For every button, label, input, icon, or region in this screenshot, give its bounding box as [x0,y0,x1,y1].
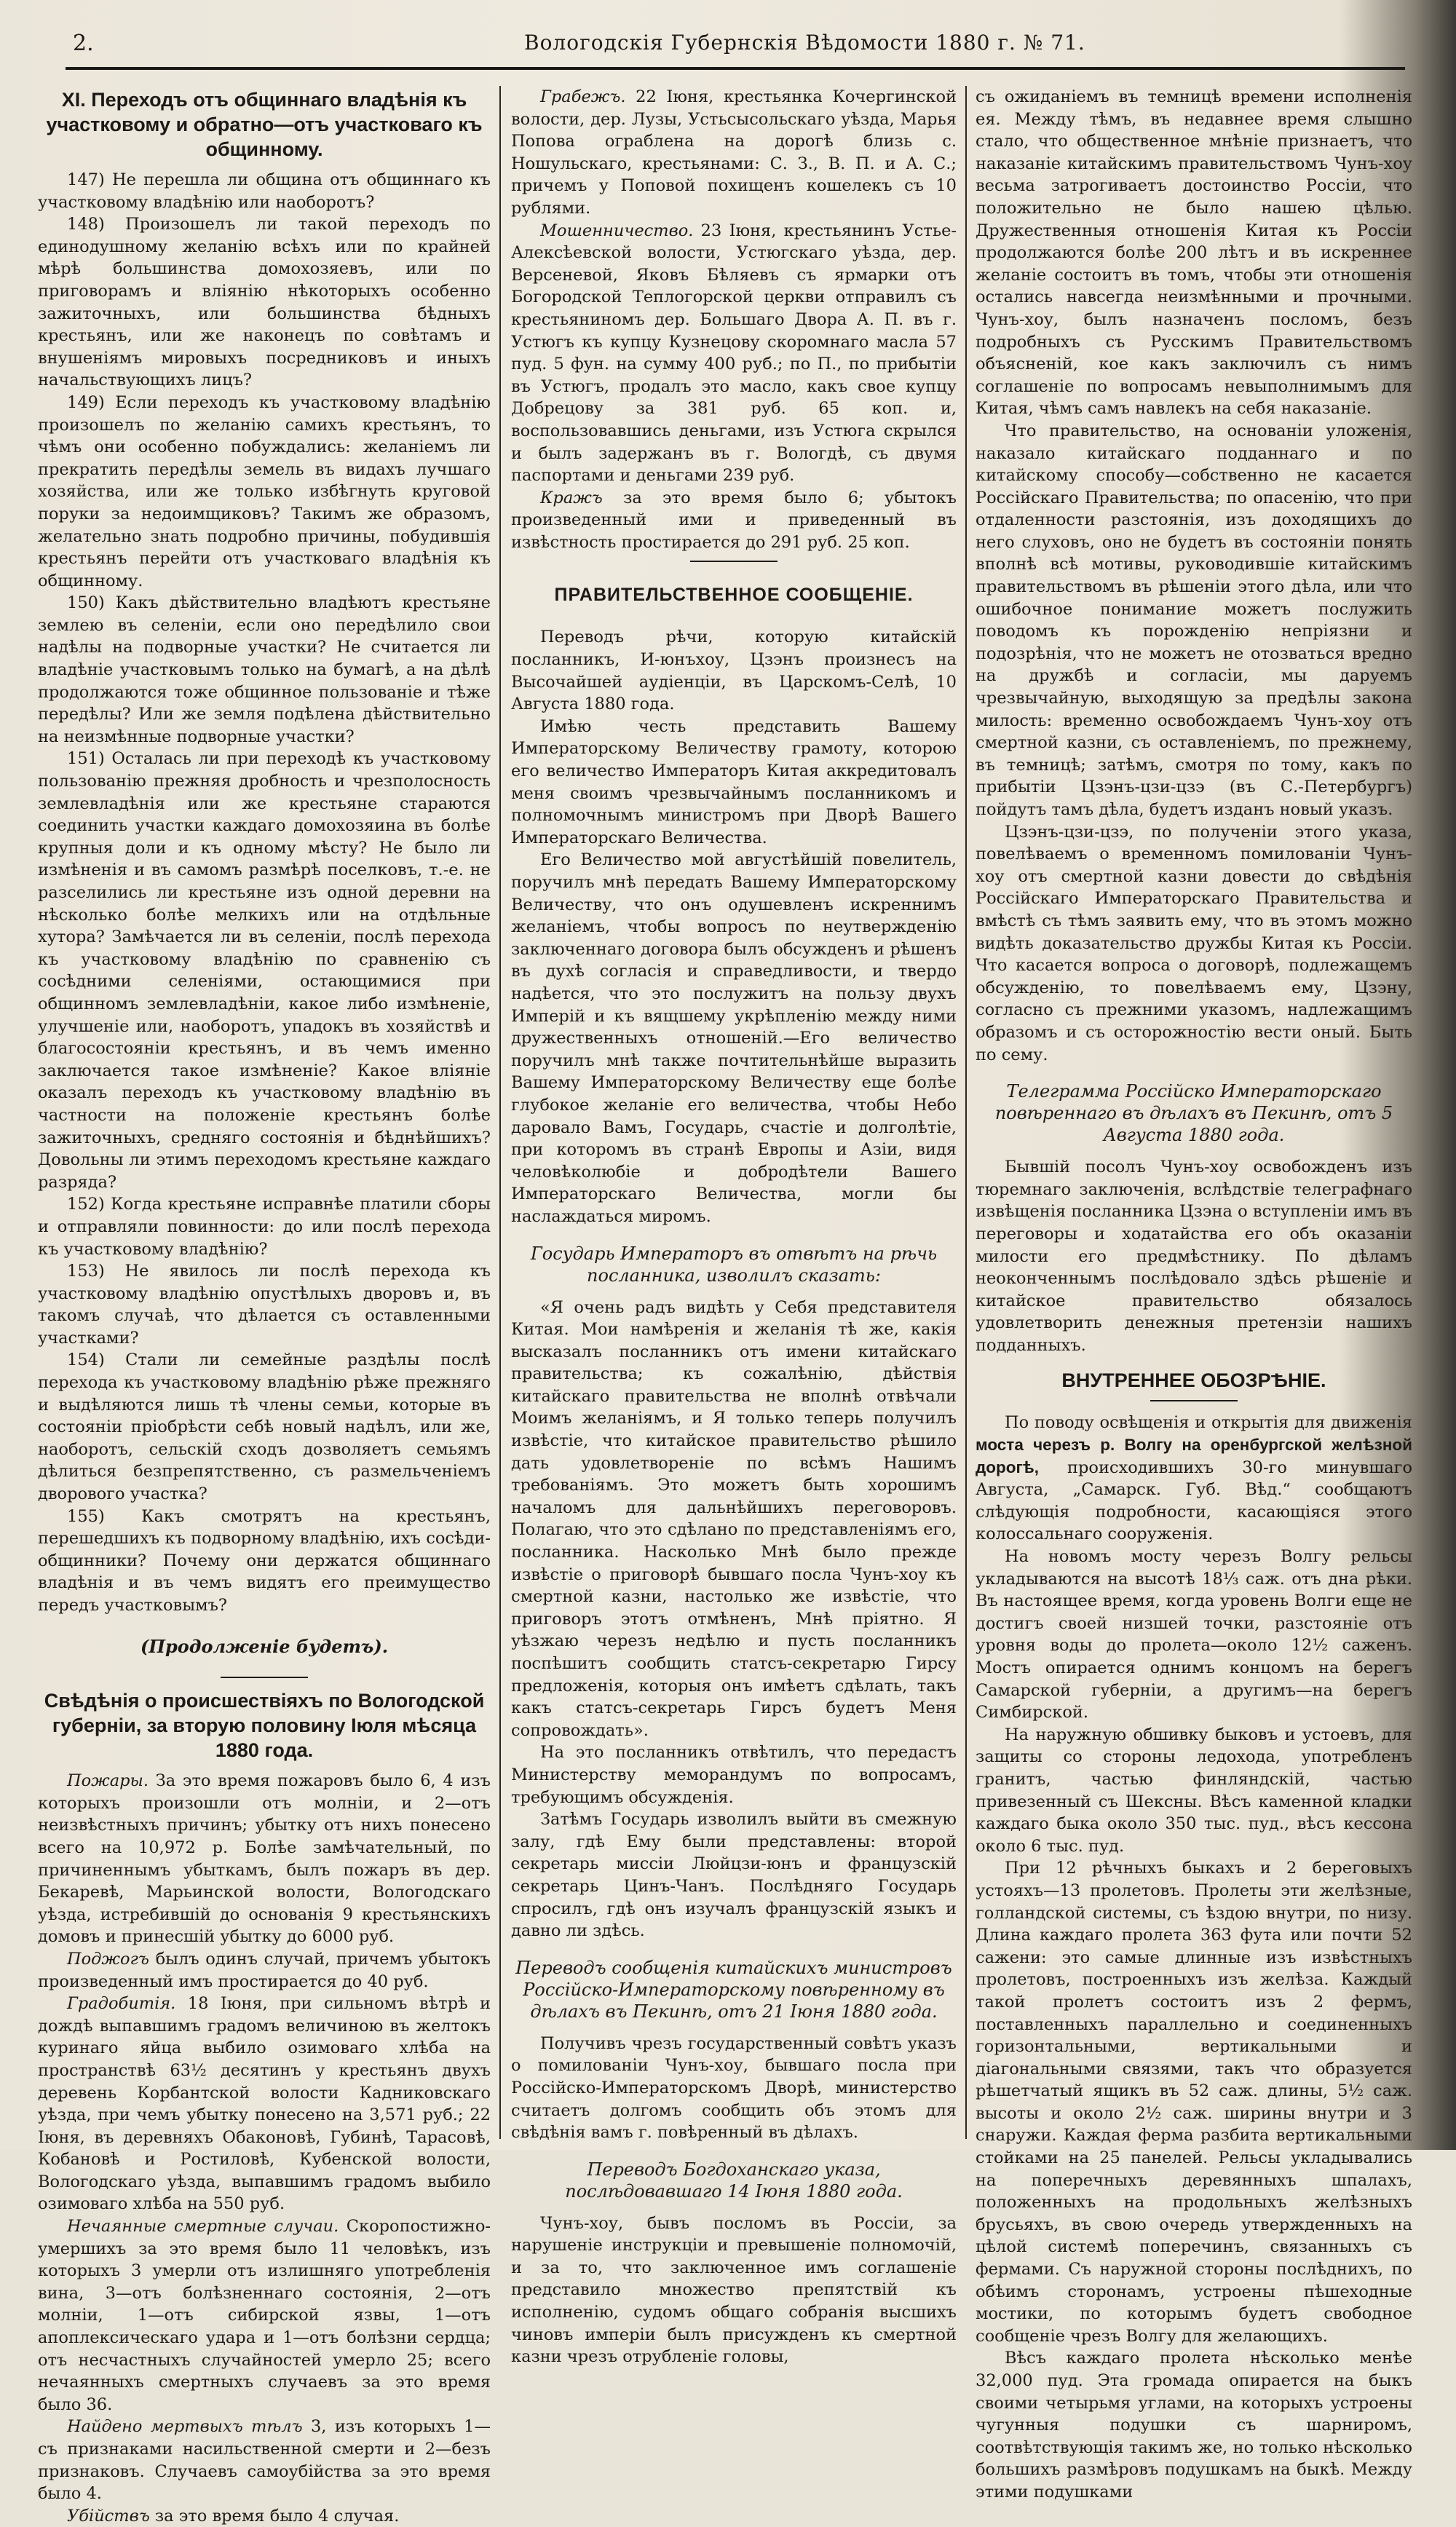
internal-lead: По поводу освѣщенія и открытія для движенія [1005,1413,1412,1433]
question-paragraph: 150) Какъ дѣйствительно владѣютъ крестьяне землею въ селеніи, если оно передѣлило свои надѣлы на подворные участки? Не считается ли владѣніе участковымъ только на бумагѣ, а на дѣлѣ продолжаются тоже общинное пользованіе и тѣже передѣлы? Или же земля подѣлена дѣйствительно на неизмѣнные подворные участки? [38,593,491,746]
emperor-reply-heading: Государь Императоръ въ отвѣтъ на рѣчь посланника, изволилъ сказать: [530,1243,938,1286]
reply-paragraph: Затѣмъ Государь изволилъ выйти въ смежную залу, гдѣ Ему были представлены: второй секретарь миссіи Люйцзи-юнъ и французскій секретарь Цинъ-Чанъ. Послѣдняго Государь спросилъ, гдѣ онъ изучалъ французскій языкъ и давно ли здѣсь. [511,1810,957,1941]
internal-paragraph: На новомъ мосту черезъ Волгу рельсы укладываются на высотѣ 18⅓ саж. отъ дна рѣки. Въ настоящее время, когда уровень Волги еще не достигъ своей низшей точки, разстояніе отъ уровня воды до пролета—около 12½ саженъ. Мостъ опирается однимъ концомъ на берегъ Самарской губерніи, а другимъ—на берегъ Симбирской. [976,1547,1412,1723]
column-divider [499,86,501,2139]
internal-paragraph: При 12 рѣчныхъ быкахъ и 2 береговыхъ устояхъ—13 пролетовъ. Пролеты эти желѣзные, голландской системы, съ ѣздою внутри, по низу. Длина каждаго пролета 363 фута или почти 52 сажени: это самые длинные изъ извѣстныхъ пролетовъ, построенныхъ изъ желѣза. Каждый такой пролетъ состоитъ изъ 2 фермъ, поставленныхъ параллельно и соединенныхъ горизонтальными, вертикальными и діагональными связями, такъ что образуется рѣшетчатый ящикъ въ 52 саж. длины, 5½ саж. высоты и около 2½ саж. ширины внутри и 3 снаружи. Каждая ферма разбита вертикальными стойками на 25 панелей. Рельсы укладывались на поперечныхъ деревянныхъ шпалахъ, положенныхъ на продольныхъ желѣзныхъ брусьяхъ, въ свою очередь утвержденныхъ на цѣлой системѣ поперечинъ, связанныхъ съ фермами. Съ наружной стороны послѣднихъ, по обѣимъ сторонамъ, устроены пѣшеходные мостики, по которымъ будетъ свободное сообщеніе чрезъ Волгу для желающихъ. [976,1859,1412,2346]
crime-paragraph [511,220,957,487]
crime-text: 22 Іюня, крестьянка Кочергинской волости, дер. Лузы, Устьсысольскаго уѣзда, Марья Попова ограблена на дорогѣ близь с. Ношульскаго, крестьянами: С. З., В. П. и А. С.; причемъ у Поповой похищенъ кошелекъ съ 10 рублями. [511,87,957,218]
incident-lead: Пожары. [67,1771,149,1791]
separator-rule [690,561,778,562]
internal-bold-subject: моста черезъ р. Волгу на оренбургской желѣзной дорогѣ, [976,1436,1412,1476]
decree-continuation: съ ожиданіемъ въ темницѣ времени исполненія ея. Между тѣмъ, въ недавнее время слышно стало, что общественное мнѣніе признаетъ, что наказаніе китайскимъ правительствомъ Чунъ-хоу весьма затрогиваетъ достоинство Россіи, что положительно не было нашею цѣлью. Дружественныя отношенія Китая къ Россіи продолжаются болѣе 200 лѣтъ и въ искреннее желаніе состоитъ въ томъ, чтобы эти отношенія остались навсегда неизмѣнными и прочными. Чунъ-хоу, былъ назначенъ посломъ, безъ подробныхъ съ Русскимъ Правительствомъ объясненій, кое какъ заключилъ съ нимъ соглашеніе по вопросамъ невыполнимымъ для Китая, чѣмъ самъ навлекъ на себя наказаніе. [976,87,1412,419]
crime-lead: Мошенничество. [540,221,694,240]
continued-note: (Продолженіе будетъ). [140,1635,389,1657]
decree-paragraph: Цзэнъ-цзи-цзэ, по полученіи этого указа, повелѣваемъ о временномъ помилованіи Чунъ-хоу отъ смертной казни довести до свѣдѣнія Россійскаго Императорскаго Правительства и вмѣстѣ съ тѣмъ заявить ему, что въ этомъ можно видѣть доказательство дружбы Китая къ Россіи. Что касается вопроса о договорѣ, подлежащемъ обсужденію, то повелѣваемъ ему, Цзэну, согласно съ прежними указомъ, надлежащимъ образомъ и съ осторожностію вести оный. Быть по сему. [976,822,1412,1064]
separator-rule [221,1677,308,1678]
internal-review-title: ВНУТРЕННЕЕ ОБОЗРѢНІЕ. [1061,1369,1326,1392]
question-paragraph: 154) Стали ли семейные раздѣлы послѣ перехода къ участковому владѣнію рѣже прежняго и выдѣляются лишь тѣ члены семьи, которые въ состояніи пріобрѣсти себѣ новый надѣлъ, или же, наоборотъ, сельскій сходъ дозволяетъ семьямъ дѣлиться безпрепятственно, съ размельченіемъ дворового участка? [38,1350,491,1504]
incident-paragraph [38,2505,491,2527]
incident-text: былъ одинъ случай, причемъ убытокъ произведенный имъ простирается до 40 руб. [38,1949,491,1991]
question-paragraph: 155) Какъ смотрятъ на крестьянъ, перешедшихъ къ подворному владѣнію, ихъ сосѣди-общинники? Почему они держатся общиннаго владѣнія и въ чемъ видятъ его преимущество передъ участковымъ? [38,1506,491,1615]
crime-text: за это время было 6; убытокъ произведенный ими и приведенный въ извѣстность простирается до 291 руб. 25 коп. [511,488,957,552]
header-rule [66,67,1405,70]
crime-lead: Кражъ [540,488,603,507]
incident-paragraph [38,2416,491,2504]
decree-paragraph: Чунъ-хоу, бывъ посломъ въ Россіи, за нарушеніе инструкціи и превышеніе полномочій, и за то, что заключенное имъ соглашеніе представило множество препятствій къ исполненію, судомъ общаго собранія высшихъ чиновъ имперіи былъ присужденъ къ смертной казни чрезъ отрубленіе головы, [511,2213,957,2367]
crime-lead: Грабежъ. [540,87,626,106]
question-paragraph: 147) Не перешла ли община отъ общиннаго къ участковому владѣнію или наоборотъ? [38,170,491,212]
masthead-title: Вологодскія Губернскія Вѣдомости 1880 г. № 71. [524,31,1085,55]
incident-text: За это время пожаровъ было 6, 4 изъ которыхъ произошли отъ молніи, и 2—отъ неизвѣстныхъ причинъ; убытку отъ нихъ понесено всего на 10,972 р. Болѣе замѣчательный, по причиненнымъ убыткамъ, былъ пожаръ въ дер. Бекаревѣ, Марьинской волости, Вологодскаго уѣзда, истребившій до основанія 9 крестьянскихъ домовъ и принесшій убытку до 6000 руб. [38,1771,491,1947]
government-communication-title: ПРАВИТЕЛЬСТВЕННОЕ СООБЩЕНІЕ. [554,585,914,606]
page-number: 2. [73,31,94,56]
column-1 [38,86,491,2526]
column-2 [511,86,957,2367]
incident-lead: Убійствъ [67,2506,150,2526]
incident-lead: Найдено мертвыхъ тѣлъ [67,2417,303,2437]
internal-lead-paragraph [976,1412,1412,1546]
question-paragraph: 151) Осталась ли при переходѣ къ участковому пользованію прежняя дробность и чрезполосность землевладѣнія или же крестьяне стараются соединить участки каждаго домохозяина въ болѣе крупныя доли и къ одному мѣсту? Не было ли измѣненія и въ самомъ размѣрѣ поселковъ, т.-е. не разселились ли крестьяне изъ одной деревни на нѣсколько болѣе мелкихъ или на отдѣльные хутора? Замѣчается ли въ селеніи, послѣ перехода къ участковому владѣнію по сравненію съ сосѣдними селеніями, остающимися при общинномъ землевладѣніи, какое либо измѣненіе, улучшеніе или, наоборотъ, упадокъ въ хозяйствѣ и благосостояніи крестьянъ, и въ чемъ именно заключается такое измѣненіе? Какое вліяніе оказалъ переходъ къ участковому владѣнію въ частности на положеніе крестьянъ болѣе зажиточныхъ, средняго состоянія и бѣднѣйшихъ? Довольны ли этимъ переходомъ крестьяне каждаго разряда? [38,749,491,1192]
question-paragraph: 152) Когда крестьяне исправнѣе платили сборы и отправляли повинности: до или послѣ перехода къ участковому владѣнію? [38,1195,491,1259]
incident-lead: Поджогъ [67,1949,149,1969]
crime-paragraph [511,86,957,220]
incident-text: 3, изъ которыхъ 1—съ признаками насильственной смерти и 2—безъ признаковъ. Случаевъ самоубійства за это время было 4. [38,2417,491,2504]
incident-text: Скоропостижно-умершихъ за это время было 11 человѣкъ, изъ которыхъ 3 умерли отъ излишняго употребленія вина, 3—отъ болѣзненнаго состоянія, 2—отъ молніи, 1—отъ сибирской язвы, 1—отъ апоплексическаго удара и 1—отъ болѣзни сердца; отъ несчастныхъ случайностей умерло 25; всего нечаянныхъ смертныхъ случаевъ за это время было 36. [38,2217,491,2414]
decree-paragraph: Что правительство, на основаніи уложенія, наказало китайскаго подданнаго и по китайскому способу—собственно не касается Россійскаго Правительства; по опасенію, что при отдаленности разстоянія, изъ доходящихъ до него слуховъ, оно не будетъ въ состояніи понять вполнѣ всѣ мотивы, руководившіе китайскимъ правительствомъ въ рѣшеніи этого дѣла, или что ошибочное понимание можетъ послужить поводомъ къ порожденію непріязни и подозрѣнія, что не можетъ не отозваться вредно на дружбѣ и согласіи, мы даруемъ чрезвычайную, выходящую за предѣлы закона милость: временно освобождаемъ Чунъ-хоу отъ смертной казни, съ оставленіемъ, по прежнему, въ темницѣ; затѣмъ, смотря по тому, какъ по прибытіи Цзэнъ-цзи-цзэ (въ С.-Петербургъ) пойдутъ тамъ дѣла, будетъ изданъ новый указъ. [976,421,1412,819]
speech-intro: Переводъ рѣчи, которую китайскій посланникъ, И-юнъхоу, Цзэнъ произнесъ на Высочайшей аудіенціи, въ Царскомъ-Селѣ, 10 Августа 1880 года. [511,628,957,714]
incident-text: за это время было 4 случая. [149,2506,400,2526]
incidents-title: Свѣдѣнія о происшествіяхъ по Вологодской губерніи, за вторую половину Іюля мѣсяца 1880 года. [44,1690,485,1762]
incident-paragraph [38,1948,491,1993]
internal-paragraph: На наружную обшивку быковъ и устоевъ, для защиты со стороны ледохода, употребленъ гранитъ, частью финляндскій, частью привезенный съ Шексны. Вѣсъ каменной кладки каждаго быка около 350 тыс. пуд., вѣсъ кессона около 6 тыс. пуд. [976,1725,1412,1856]
ministers-heading: Переводъ сообщенія китайскихъ министровъ Россійско-Императорскому повѣренному въ дѣлахъ въ Пекинѣ, отъ 21 Іюня 1880 года. [515,1957,952,2022]
ministers-paragraph: Получивъ чрезъ государственный совѣтъ указъ о помилованіи Чунъ-хоу, бывшаго посла при Россійско-Императорскомъ Дворѣ, министерство считаетъ долгомъ сообщить объ этомъ для свѣдѣнія вамъ г. повѣренный въ дѣлахъ. [511,2033,957,2143]
crime-paragraph [511,487,957,554]
question-paragraph: 153) Не явилось ли послѣ перехода къ участковому владѣнію опустѣлыхъ дворовъ и, въ такомъ случаѣ, что дѣлается съ оставленными участками? [38,1262,491,1348]
telegram-paragraph: Бывшій посолъ Чунъ-хоу освобожденъ изъ тюремнаго заключенія, вслѣдствіе телеграфнаго извѣщенія посланника Цзэна о вступленіи имъ въ переговоры и ходатайства его объ оказаніи милости его предмѣстнику. По дѣламъ неоконченнымъ послѣдовало здѣсь рѣшеніе и китайское правительство обязалось удовлетворить денежныя претензіи нашихъ подданныхъ. [976,1158,1412,1355]
decree-heading: Переводъ Богдоханскаго указа, послѣдовавшаго 14 Іюня 1880 года. [565,2159,903,2202]
incident-lead: Градобитія. [67,1994,176,2014]
column-divider [965,86,967,2139]
internal-text: происходившихъ 30-го минувшаго Августа, „Самарск. Губ. Вѣд.“ сообщаютъ слѣдующія подробности, касающіяся этого колоссальнаго сооруженія. [976,1458,1413,1544]
incident-paragraph [38,1993,491,2215]
incident-text: 18 Іюня, при сильномъ вѣтрѣ и дождѣ выпавшимъ градомъ величиною въ желтокъ куринаго яйца выбило озимоваго хлѣба на пространствѣ 63½ десятинъ у крестьянъ двухъ деревень Корбантской волости Кадниковскаго уѣзда, при чемъ убытку понесено на 3,571 руб.; 22 Іюня, въ деревняхъ Обаконовѣ, Губинѣ, Тарасовѣ, Кобановѣ и Ростиловѣ, Кубенской волости, Вологодскаго уѣзда, выпавшимъ градомъ выбило озимоваго хлѣба на 550 руб. [38,1994,491,2214]
incident-paragraph [38,2215,491,2416]
question-paragraph: 148) Произошелъ ли такой переходъ по единодушному желанію всѣхъ или по крайней мѣрѣ большинства домохозяевъ, или по приговорамъ и вліянію нѣкоторыхъ особенно зажиточныхъ, или большинства бѣдныхъ крестьянъ, или же наконецъ по совѣтамъ и внушеніямъ мировыхъ посредниковъ и иныхъ начальствующихъ лицъ? [38,215,491,390]
separator-rule [1150,1400,1238,1401]
speech-paragraph: Его Величество мой августѣйшій повелитель, поручилъ мнѣ передать Вашему Императорскому Величеству, что онъ одушевленъ искреннимъ желаніемъ, чтобы вопросъ по неутвержденію заключеннаго договора былъ обсужденъ и рѣшенъ въ духѣ согласія и справедливости, и твердо надѣется, что это послужитъ на пользу двухъ Имперій и къ вящшему укрѣпленію между ними дружественныхъ отношеній.—Его величество поручилъ мнѣ также почтительнѣйше выразить Вашему Императорскому Величеству еще болѣе глубокое желаніе его величества, чтобы Небо даровало Вамъ, Государь, счастіе и долголѣтіе, при которомъ въ странѣ Европы и Азіи, видя человѣколюбіе и добродѣтели Вашего Императорскаго Величества, могли бы наслаждаться миромъ. [511,850,957,1226]
internal-paragraph: Вѣсъ каждаго пролета нѣсколько менѣе 32,000 пуд. Эта громада опирается на быкъ своими четырьмя углами, на которыхъ устроены чугунныя подушки съ шарниромъ, соотвѣтствующія такимъ же, но только нѣсколько большихъ размѣровъ подушкамъ на быкѣ. Между этими подушками [976,2349,1412,2502]
incident-lead: Нечаянные смертные случаи. [67,2217,339,2237]
speech-paragraph: Имѣю честь представить Вашему Императорскому Величеству грамоту, которою его величество Императоръ Китая аккредитовалъ меня своимъ чрезвычайнымъ посланникомъ и полномочнымъ министромъ при Дворѣ Вашего Императорскаго Величества. [511,716,957,847]
reply-paragraph: «Я очень радъ видѣть у Себя представителя Китая. Мои намѣренія и желанія тѣ же, какія высказалъ посланникъ отъ имени китайскаго правительства; къ сожалѣнію, дѣйствія китайскаго правительства не вполнѣ отвѣчали Моимъ желаніямъ, и Я только теперь получилъ извѣстіе, что китайское правительство рѣшило дать удовлетвореніе по всѣмъ Нашимъ требованіямъ. Это можетъ быть хорошимъ началомъ для дальнѣйшихъ переговоровъ. Полагаю, что это сдѣлано по представленіямъ его, посланника. Насколько Мнѣ было прежде извѣстіе о приговорѣ бывшаго посла Чунъ-хоу къ смертной казни, настолько же извѣстіе, что приговоръ этотъ отмѣненъ, Мнѣ пріятно. Я уѣзжаю черезъ недѣлю и пусть посланникъ поспѣшитъ сообщить статсъ-секретарю Гирсу предложенія, которыя онъ имѣетъ сдѣлать, такъ какъ статсъ-секретарь Гирсъ будетъ Меня сопровождать». [511,1297,957,1740]
incident-paragraph [38,1770,491,1948]
question-paragraph: 149) Если переходъ къ участковому владѣнію произошелъ по желанію самихъ крестьянъ, то чѣмъ они особенно побуждались: желаніемъ ли прекратить передѣлы земель въ видахъ лучшаго хозяйства, или же только избѣгнуть круговой поруки за недоимщиковъ? Такимъ же образомъ, желательно знать подробно причины, побудившія крестьянъ перейти отъ участковаго владѣнія къ общинному. [38,392,491,590]
reply-paragraph: На это посланникъ отвѣтилъ, что передастъ Министерству меморандумъ по вопросамъ, требующимъ обсужденія. [511,1743,957,1807]
telegram-heading: Телеграмма Россійско Императорскаго повѣреннаго въ дѣлахъ въ Пекинѣ, отъ 5 Августа 1880 года. [994,1081,1393,1146]
column-3 [976,86,1413,2502]
crime-text: 23 Іюня, крестьянинъ Устье-Алексѣевской волости, Устюгскаго уѣзда, дер. Версеневой, Яковъ Бѣляевъ съ ярмарки отъ Богородской Теплогорской церкви отправилъ съ крестьяниномъ дер. Большаго Двора А. П. въ г. Устюгъ къ купцу Кузнецову скоромнаго масла 57 пуд. 5 фун. на сумму 400 руб.; по П., по прибытіи въ Устюгъ, продалъ это масло, какъ свое купцу Добрецову за 381 руб. 65 коп. и, воспользовавшись деньгами, изъ Устюга скрылся и былъ задержанъ въ г. Вологдѣ, съ двумя паспортами и деньгами 239 руб. [511,221,957,486]
section-xi-title: XI. Переходъ отъ общиннаго владѣнія къ участковому и обратно—отъ участковаго къ общинному. [46,89,483,160]
page-header [66,20,1398,64]
